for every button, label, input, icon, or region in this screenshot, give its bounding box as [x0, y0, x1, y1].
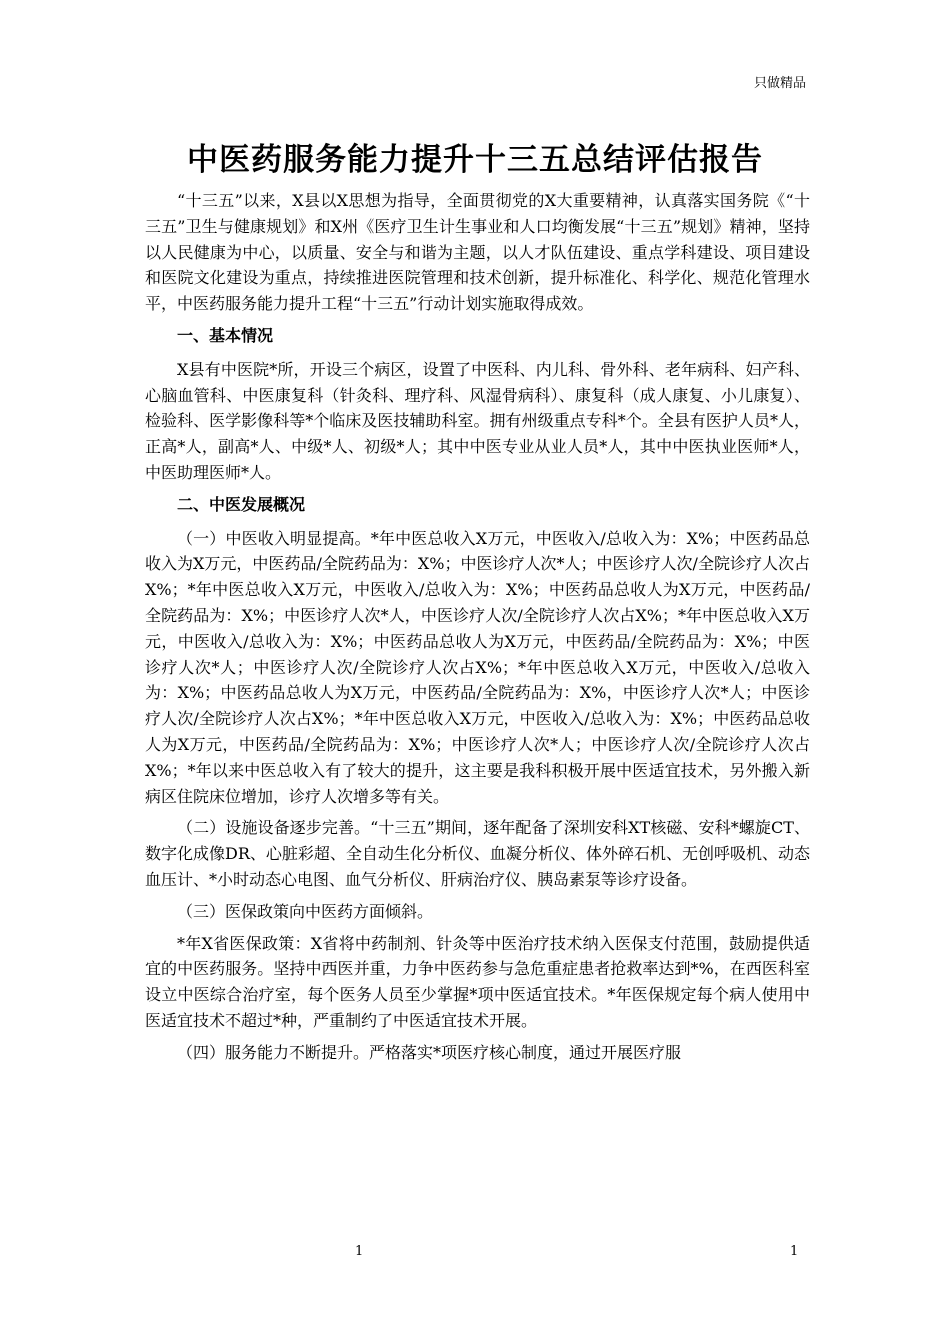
section2-paragraph-3: （三）医保政策向中医药方面倾斜。 [177, 901, 434, 921]
section2-paragraph-1: （一）中医收入明显提高。*年中医总收入X万元，中医收入/总收入为：X%；中医药品总收入为X万元，中医药品/全院药品为：X%；中医诊疗人次*人；中医诊疗人次/全院诊疗人次占X%；*年中医总收入X万元，中医收入/总收入为：X%；中医药品总收人为X万元，中医药品/全院药品为：X%；中医诊疗人次*人，中医诊疗人次/全院诊疗人次占X%；*年中医总收入X万元，中医收入/总收入为：X%；中医药品总收人为X万元，中医药品/全院药品为：X%；中医诊疗人次*人；中医诊疗人次/全院诊疗人次占X%；*年中医总收入X万元，中医收入/总收入为：X%；中医药品总收人为X万元，中医药品/全院药品为：X%，中医诊疗人次*人；中医诊疗人次/全院诊疗人次占X%；*年中医总收入X万元，中医收入/总收入为：X%；中医药品总收人为X万元，中医药品/全院药品为：X%；中医诊疗人次*人；中医诊疗人次/全院诊疗人次占X%；*年以来中医总收入有了较大的提升，这主要是我科积极开展中医适宜技术，另外搬入新病区住院床位增加，诊疗人次增多等有关。 [145, 528, 810, 806]
section2-paragraph-4: *年X省医保政策：X省将中药制剂、针灸等中医治疗技术纳入医保支付范围，鼓励提供适宜的中医药服务。坚持中西医并重，力争中医药参与急危重症患者抢救率达到*%，在西医科室设立中医综合治疗室，每个医务人员至少掌握*项中医适宜技术。*年医保规定每个病人使用中医适宜技术不超过*种，严重制约了中医适宜技术开展。 [145, 933, 810, 1030]
section1-paragraph: X县有中医院*所，开设三个病区，设置了中医科、内儿科、骨外科、老年病科、妇产科、心脑血管科、中医康复科（针灸科、理疗科、风湿骨病科）、康复科（成人康复、小儿康复）、检验科、医学影像科等*个临床及医技辅助科室。拥有州级重点专科*个。全县有医护人员*人，正高*人，副高*人、中级*人、初级*人；其中中医专业从业人员*人，其中中医执业医师*人，中医助理医师*人。 [145, 359, 810, 482]
document-title: 中医药服务能力提升十三五总结评估报告 [187, 142, 763, 178]
page-number-right: 1 [790, 1244, 799, 1259]
intro-paragraph: “十三五”以来，X县以X思想为指导，全面贯彻党的X大重要精神，认真落实国务院《“十三五”卫生与健康规划》和X州《医疗卫生计生事业和人口均衡发展“十三五”规划》精神，坚持以人民健康为中心，以质量、安全与和谐为主题，以人才队伍建设、重点学科建设、项目建设和医院文化建设为重点，持续推进医院管理和技术创新，提升标准化、科学化、规范化管理水平，中医药服务能力提升工程“十三五”行动计划实施取得成效。 [145, 191, 810, 314]
section2-paragraph-5: （四）服务能力不断提升。严格落实*项医疗核心制度，通过开展医疗服 [177, 1042, 682, 1062]
document-body [145, 188, 810, 1072]
section1-heading: 一、基本情况 [177, 325, 274, 345]
section2-heading: 二、中医发展概况 [177, 494, 306, 514]
section2-paragraph-2: （二）设施设备逐步完善。“十三五”期间，逐年配备了深圳安科XT核磁、安科*螺旋CT、数字化成像DR、心脏彩超、全自动生化分析仪、血凝分析仪、体外碎石机、无创呼吸机、动态血压计、*小时动态心电图、血气分析仪、肝病治疗仪、胰岛素泵等诊疗设备。 [145, 818, 810, 889]
page-number-left: 1 [355, 1244, 364, 1259]
page-header-tag: 只做精品 [753, 76, 806, 91]
